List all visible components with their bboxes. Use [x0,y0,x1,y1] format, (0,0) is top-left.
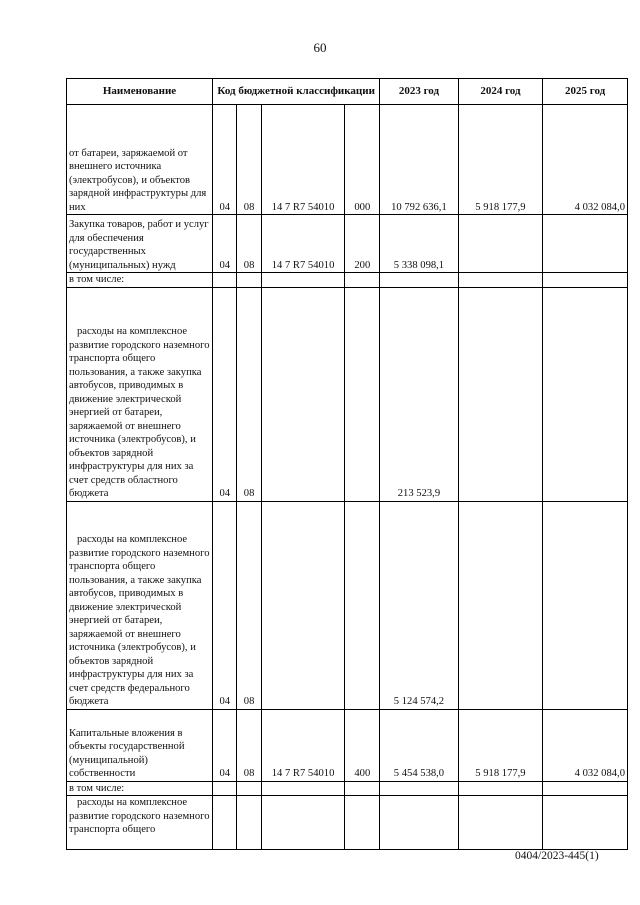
value-2023: 10 792 636,1 [380,105,458,215]
table-row [67,781,628,796]
table-row [67,709,628,781]
row-name: расходы на комплексное развитие городского наземного транспорта общего пользования, а также закупка автобусов, приводимых в движение электрической энергией от батареи, заряжаемой от внешнего источника (электробусов), и объектов зарядной инфраструктуры для них за счет средств федерального бюджета [67,501,213,709]
budget-table [66,78,628,850]
value-2024: 5 918 177,9 [458,709,543,781]
value-2025: 4 032 084,0 [543,105,628,215]
code-subsection: 08 [237,215,261,273]
table-row [67,105,628,215]
page-number: 60 [313,40,327,55]
code-target [261,501,345,709]
value-2023: 5 338 098,1 [380,215,458,273]
code-expense-type [345,287,380,501]
document-code: 0404/2023-445(1) [515,850,599,862]
code-expense-type: 000 [345,105,380,215]
code-section: 04 [213,287,237,501]
value-2023: 5 454 538,0 [380,709,458,781]
value-2024: 5 918 177,9 [458,105,543,215]
value-2023: 5 124 574,2 [380,501,458,709]
code-expense-type [345,501,380,709]
value-2024 [458,501,543,709]
code-subsection: 08 [237,709,261,781]
code-section: 04 [213,105,237,215]
code-expense-type: 400 [345,709,380,781]
code-target: 14 7 R7 54010 [261,105,345,215]
code-section: 04 [213,709,237,781]
row-name: Капитальные вложения в объекты государственной (муниципальной) собственности [67,709,213,781]
row-name: в том числе: [67,273,213,288]
header-2024: 2024 год [458,79,543,105]
row-name: Закупка товаров, работ и услуг для обеспечения государственных (муниципальных) нужд [67,215,213,273]
row-name: расходы на комплексное развитие городского наземного транспорта общего пользования, а также закупка автобусов, приводимых в движение электрической энергией от батареи, заряжаемой от внешнего источника (электробусов), и объектов зарядной инфраструктуры для них за счет средств областного бюджета [67,287,213,501]
table-row [67,287,628,501]
code-expense-type: 200 [345,215,380,273]
value-2023: 213 523,9 [380,287,458,501]
table-row [67,273,628,288]
code-target: 14 7 R7 54010 [261,215,345,273]
value-2025 [543,215,628,273]
code-section: 04 [213,501,237,709]
code-subsection: 08 [237,287,261,501]
row-name: в том числе: [67,781,213,796]
table-row [67,501,628,709]
code-section: 04 [213,215,237,273]
header-2025: 2025 год [543,79,628,105]
code-target [261,287,345,501]
code-subsection: 08 [237,501,261,709]
table-row [67,796,628,850]
header-row [67,79,628,105]
value-2024 [458,287,543,501]
value-2025: 4 032 084,0 [543,709,628,781]
value-2024 [458,215,543,273]
row-name: от батареи, заряжаемой от внешнего источника (электробусов), и объектов зарядной инфраструктуры для них [67,105,213,215]
header-code: Код бюджетной классификации [213,79,380,105]
value-2025 [543,287,628,501]
header-name: Наименование [67,79,213,105]
code-subsection: 08 [237,105,261,215]
header-2023: 2023 год [380,79,458,105]
value-2025 [543,501,628,709]
code-target: 14 7 R7 54010 [261,709,345,781]
table-row [67,215,628,273]
row-name: расходы на комплексное развитие городского наземного транспорта общего [67,796,213,850]
